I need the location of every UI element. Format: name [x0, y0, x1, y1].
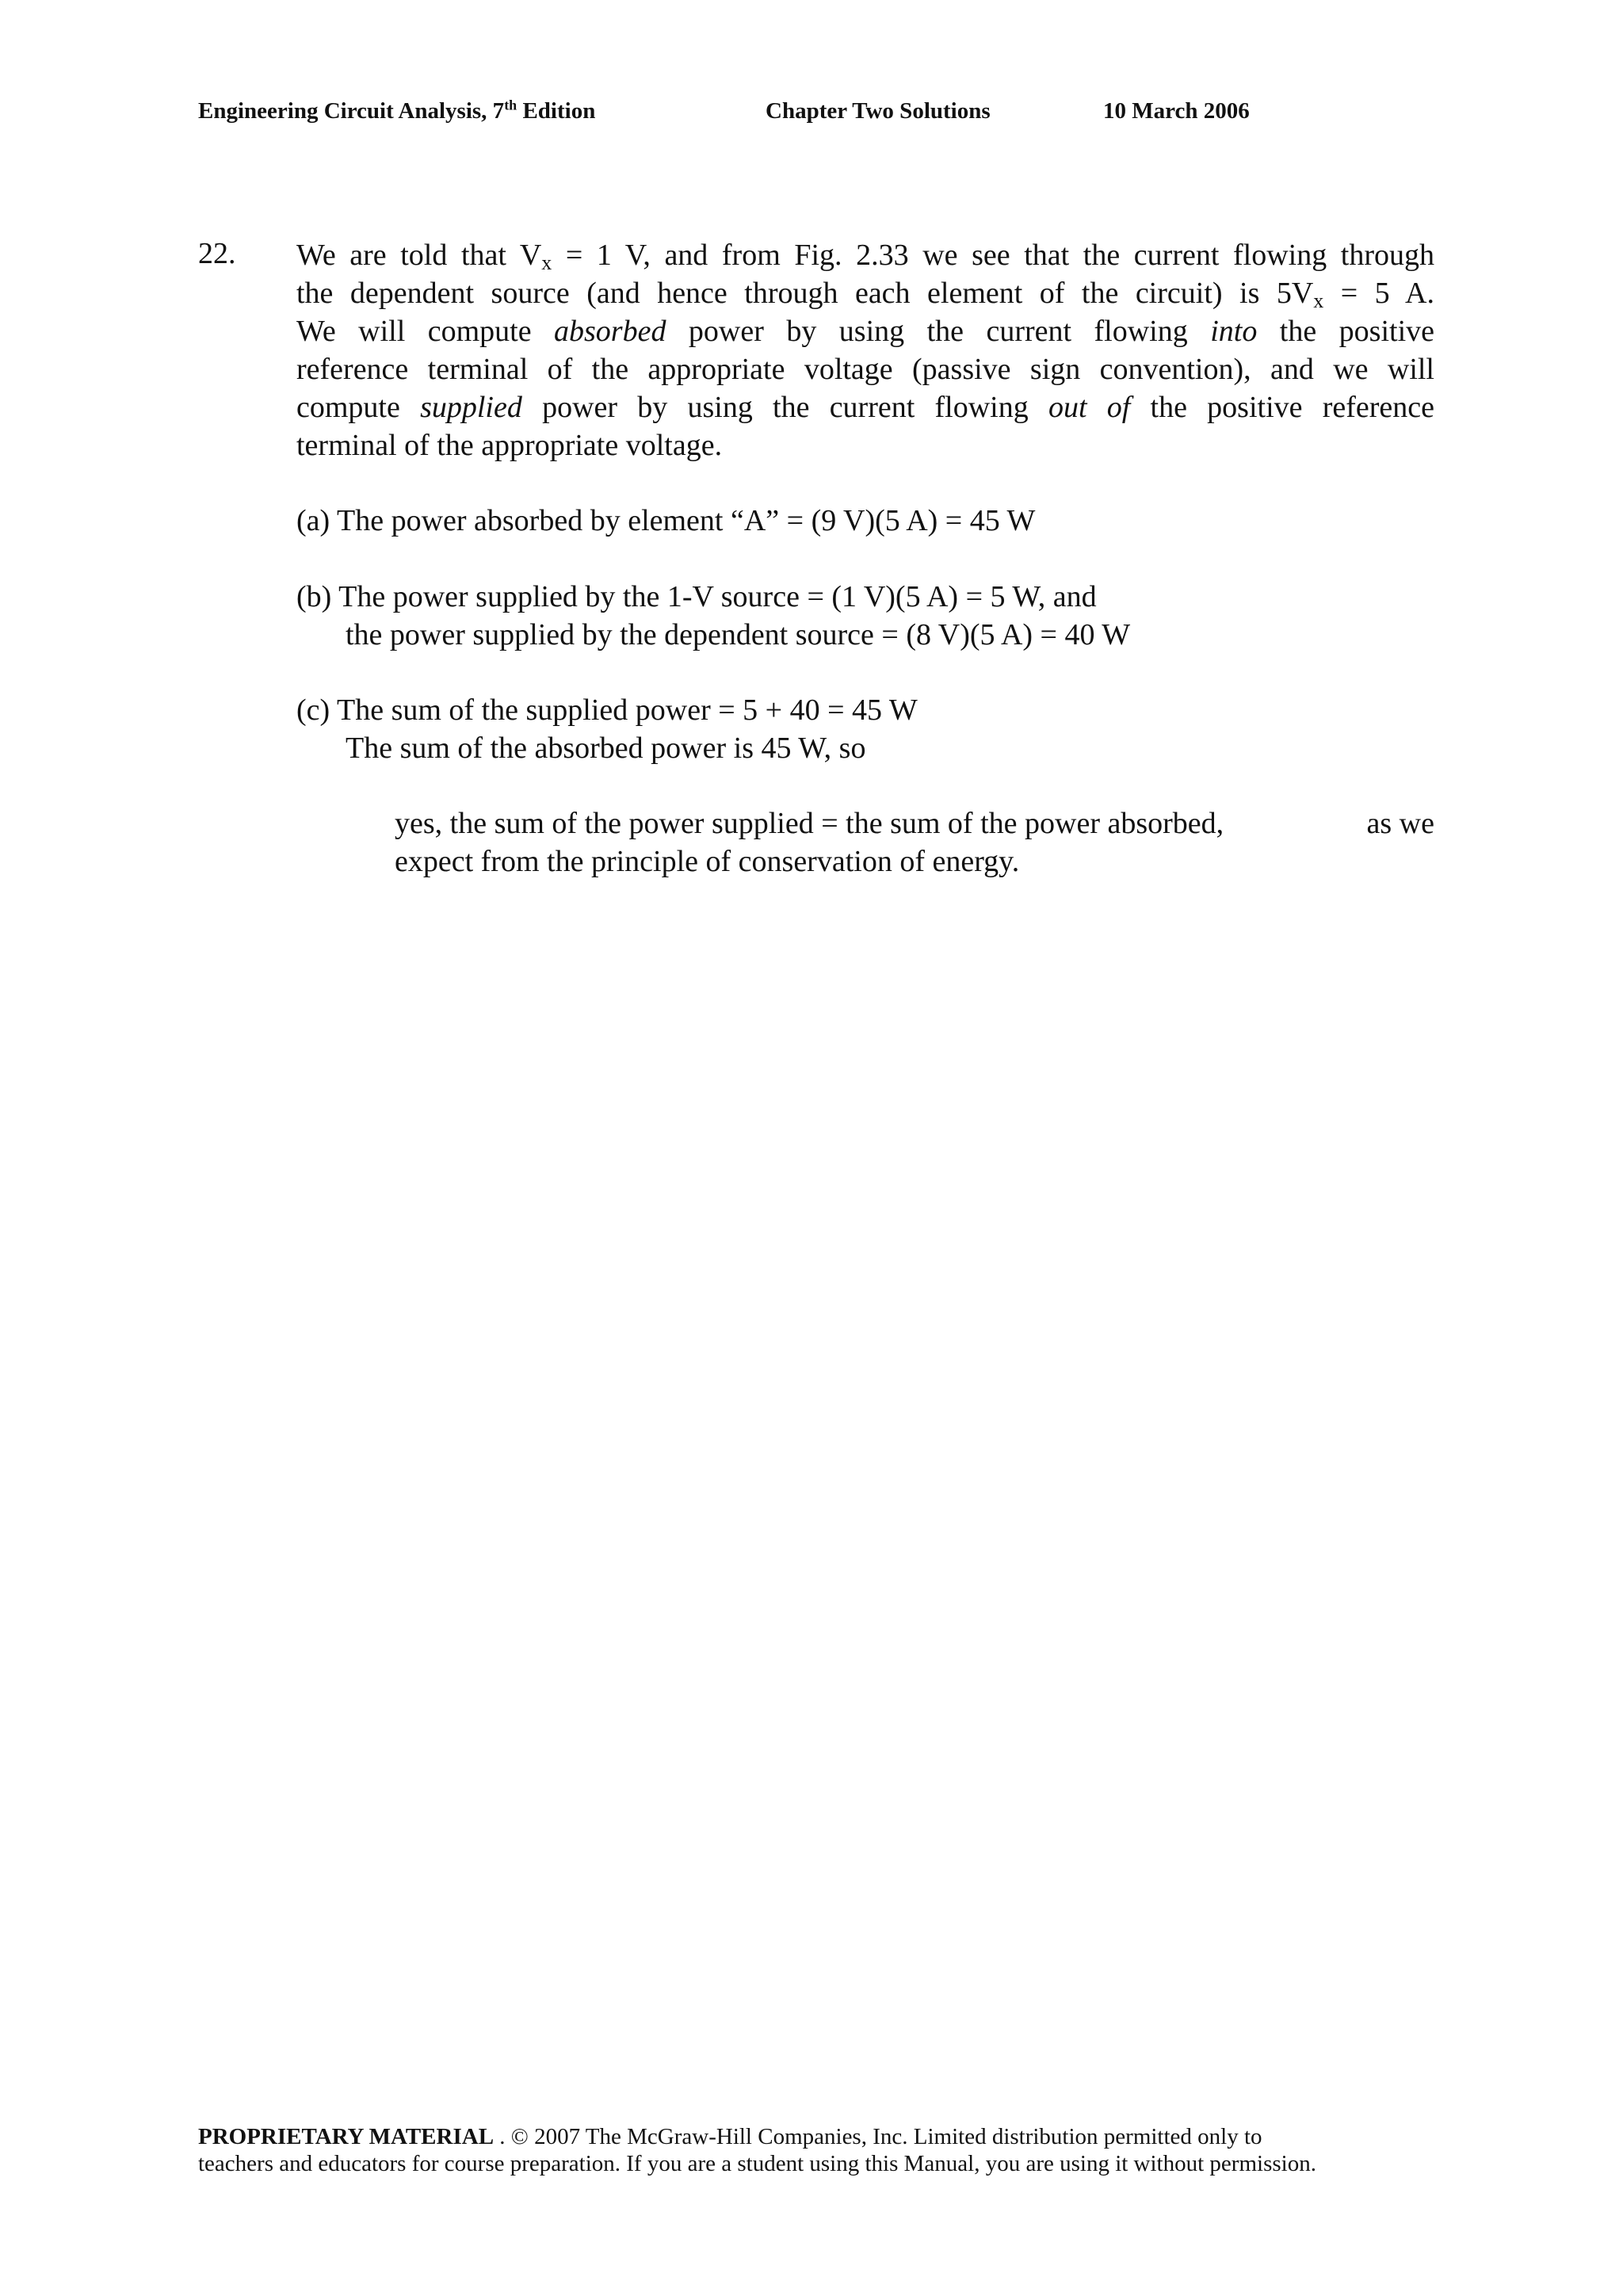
header-date: 10 March 2006 — [1103, 98, 1250, 124]
part-c-line-2: The sum of the absorbed power is 45 W, so — [346, 732, 866, 765]
intro-line-6: terminal of the appropriate voltage. — [296, 429, 723, 462]
footer-line-2: teachers and educators for course preparation. If you are a student using this Manual, you are using it without permission. — [198, 2151, 1316, 2176]
intro-line-5: compute supplied power by using the current flowing out of the positive reference — [296, 391, 1435, 424]
part-b-line-2: the power supplied by the dependent source = (8 V)(5 A) = 40 W — [346, 618, 1131, 651]
header-chapter: Chapter Two Solutions — [766, 98, 991, 124]
part-a: (a) The power absorbed by element “A” = (9 V)(5 A) = 45 W — [296, 504, 1036, 537]
problem-number: 22. — [198, 237, 236, 270]
intro-line-4: reference terminal of the appropriate voltage (passive sign convention), and we will — [296, 353, 1434, 386]
conclusion-line-2: expect from the principle of conservation of energy. — [395, 845, 1020, 878]
footer-line-1: PROPRIETARY MATERIAL . © 2007 The McGraw-Hill Companies, Inc. Limited distribution permitted only to — [198, 2124, 1262, 2149]
intro-line-2: the dependent source (and hence through each element of the circuit) is $5V_x = 5$ A. — [296, 277, 1434, 312]
intro-line-1: We are told that $V_x = 1$ V, and from Fig. 2.33 we see that the current flowing through — [296, 239, 1435, 274]
intro-line-3: We will compute absorbed power by using the current flowing into the positive — [296, 315, 1434, 348]
part-b-line-1: (b) The power supplied by the 1-V source = (1 V)(5 A) = 5 W, and — [296, 580, 1097, 613]
part-c-line-1: (c) The sum of the supplied power = 5 + 40 = 45 W — [296, 693, 918, 727]
conclusion-line-1: yes, the sum of the power supplied = the sum of the power absorbed, as we — [395, 807, 1434, 840]
header-book-title: Engineering Circuit Analysis, 7th Edition — [198, 97, 596, 124]
